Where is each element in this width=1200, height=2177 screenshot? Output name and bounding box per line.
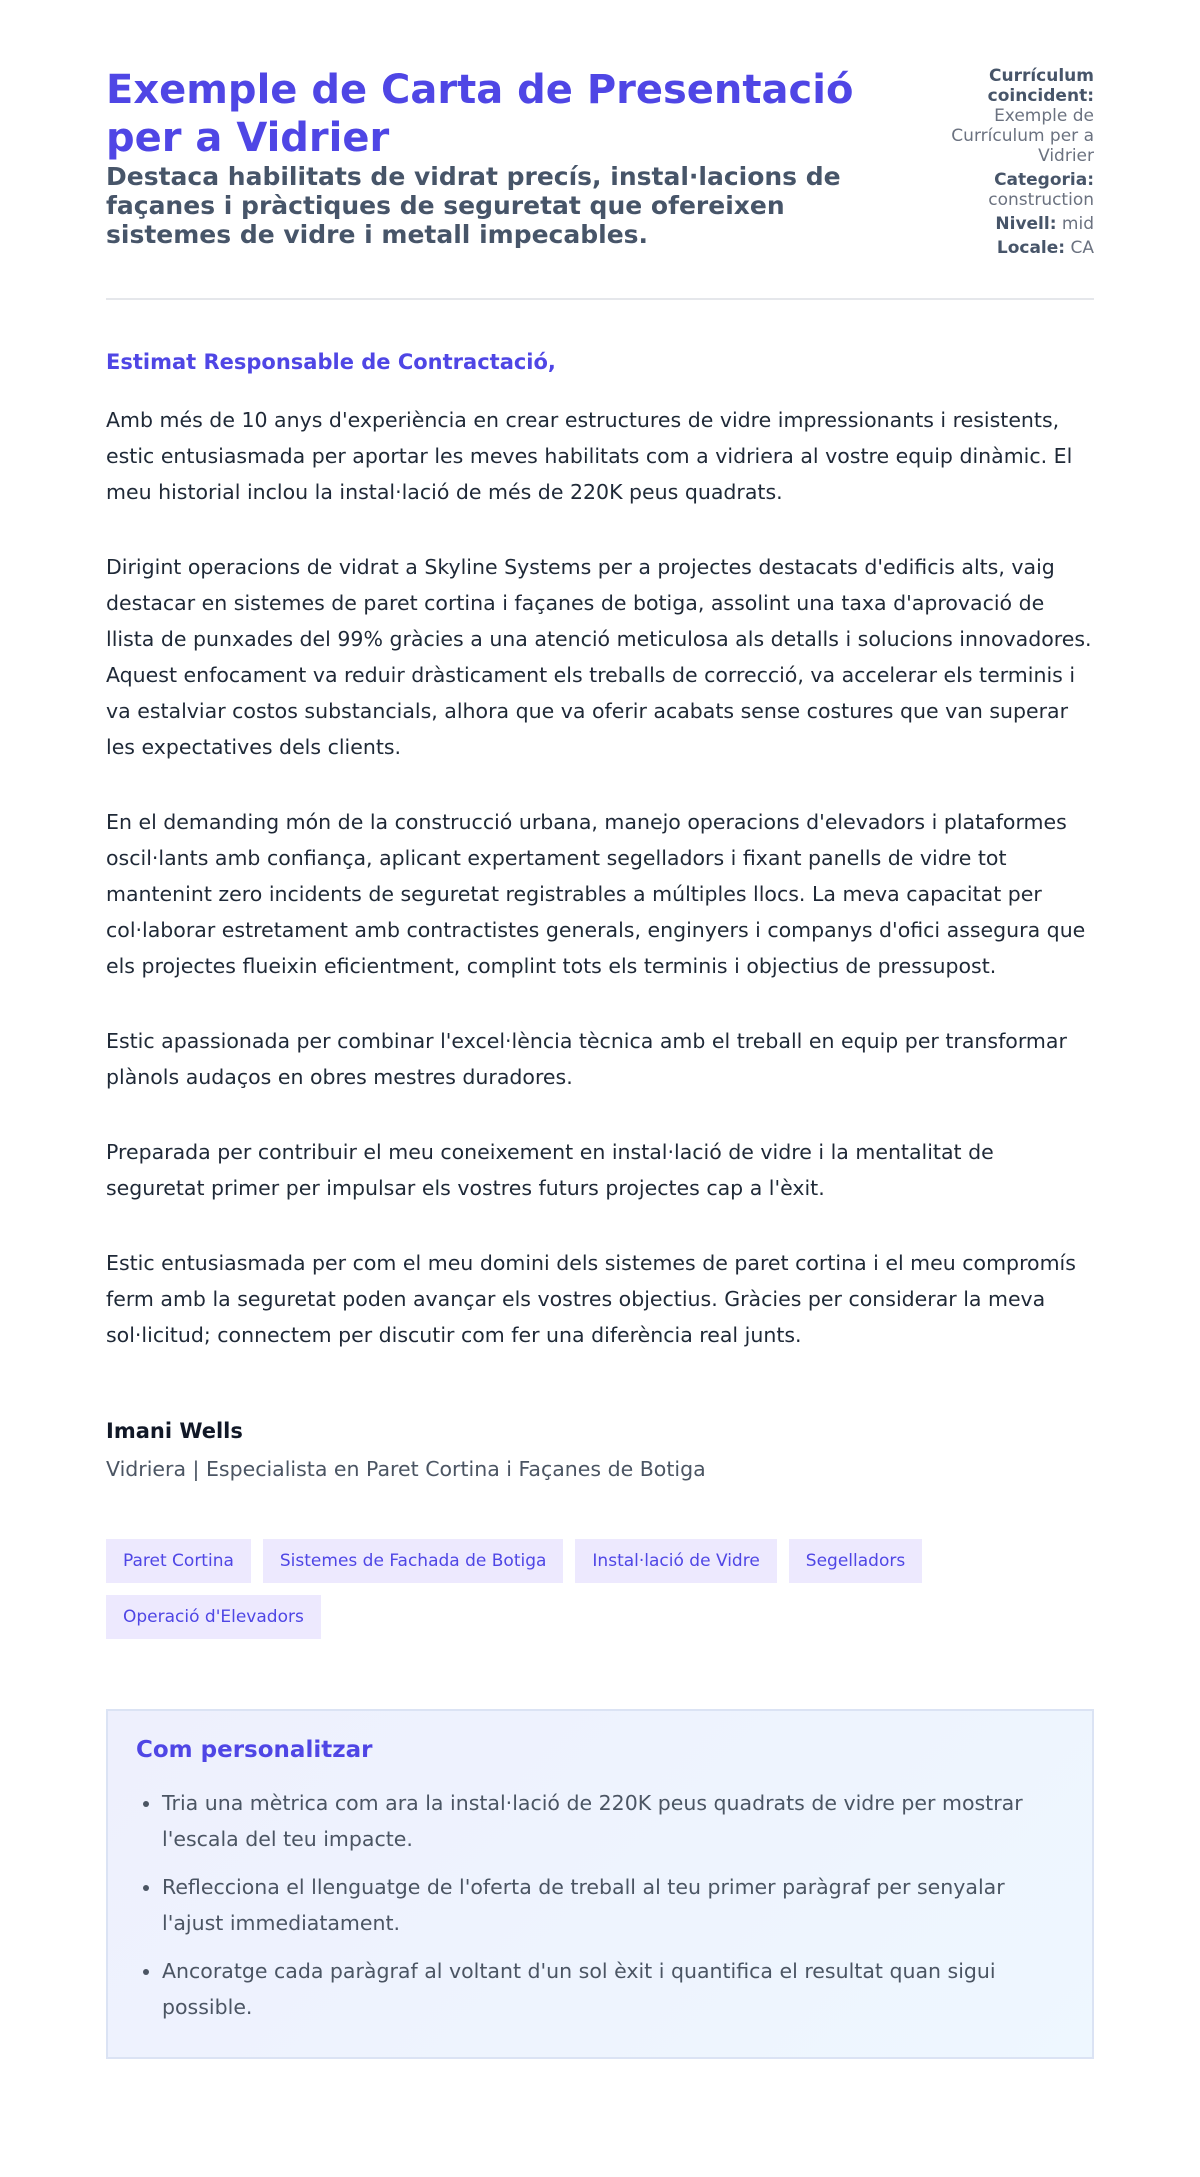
letter-paragraph: Amb més de 10 anys d'experiència en crear estructures de vidre impressionants i resistents, estic entusiasmada per aportar les meves habilitats com a vidriera al vostre equip dinàmic. El meu historial inclou la instal·lació de més de 220K peus quadrats. — [106, 408, 1073, 504]
header-titles — [106, 66, 942, 249]
letter-greeting: Estimat Responsable de Contractació, — [106, 350, 556, 374]
skill-tag: Segelladors — [789, 1539, 922, 1583]
customization-tips — [106, 1709, 1094, 2059]
skill-tags — [106, 1539, 1006, 1639]
skill-tag: Operació d'Elevadors — [106, 1595, 321, 1639]
letter-paragraph: Preparada per contribuir el meu coneixement en instal·lació de vidre i la mentalitat de seguretat primer per impulsar els vostres futurs projectes cap a l'èxit. — [106, 1140, 994, 1200]
skill-tag: Paret Cortina — [106, 1539, 251, 1583]
letter-paragraph: Estic entusiasmada per com el meu domini dels sistemes de paret cortina i el meu compromís ferm amb la seguretat poden avançar els vostres objectius. Gràcies per considerar la meva sol·licitud; connectem per discutir com fer una diferència real junts. — [106, 1251, 1076, 1347]
page-title: Exemple de Carta de Presentació per a Vidrier — [106, 67, 854, 161]
cover-letter-page — [106, 0, 1094, 2115]
letter-body — [106, 402, 1094, 1353]
tip-item: • Ancoratge cada paràgraf al voltant d'un sol èxit i quantifica el resultat quan sigui possible. — [162, 1953, 1064, 2025]
skill-tag: Sistemes de Fachada de Botiga — [263, 1539, 564, 1583]
skill-tag: Instal·lació de Vidre — [575, 1539, 776, 1583]
letter-paragraph: Dirigint operacions de vidrat a Skyline Systems per a projectes destacats d'edificis alts, vaig destacar en sistemes de paret cortina i façanes de botiga, assolint una taxa d'aprovació de llista de punxades del 99% gràcies a una atenció meticulosa als detalls i solucions innovadores. Aquest enfocament va reduir dràsticament els treballs de correcció, va accelerar els terminis i va estalviar costos substancials, alhora que va oferir acabats sense costures que van superar les expectatives dels clients. — [106, 555, 1092, 759]
letter-paragraph: Estic apassionada per combinar l'excel·lència tècnica amb el treball en equip per transformar plànols audaços en obres mestres duradores. — [106, 1029, 1067, 1089]
page-subtitle: Destaca habilitats de vidrat precís, instal·lacions de façanes i pràctiques de seguretat que ofereixen sistemes de vidre i metall impecables. — [106, 162, 841, 249]
letter-paragraph: En el demanding món de la construcció urbana, manejo operacions d'elevadors i plataformes oscil·lants amb confiança, aplicant expertament segelladors i fixant panells de vidre tot mantenint zero incidents de seguretat registrables a múltiples llocs. La meva capacitat per col·laborar estretament amb contractistes generals, enginyers i companys d'ofici assegura que els projectes flueixin eficientment, complint tots els terminis i objectius de pressupost. — [106, 810, 1086, 978]
tip-item: • Reflecciona el llenguatge de l'oferta de treball al teu primer paràgraf per senyalar l'ajust immediatament. — [162, 1869, 1064, 1941]
meta-category: Categoria: construction — [988, 170, 1094, 210]
signature-name: Imani Wells — [106, 1419, 243, 1443]
meta-matching-resume: Currículum coincident: Exemple de Currículum per a Vidrier — [951, 66, 1094, 166]
meta-level: Nivell: mid — [995, 214, 1094, 234]
signature-title: Vidriera | Especialista en Paret Cortina i Façanes de Botiga — [106, 1457, 706, 1481]
tip-item: • Tria una mètrica com ara la instal·lació de 220K peus quadrats de vidre per mostrar l'escala del teu impacte. — [162, 1785, 1064, 1857]
metadata-panel — [942, 66, 1094, 262]
meta-locale: Locale: CA — [996, 238, 1094, 258]
page-header — [106, 66, 1094, 300]
tips-list — [136, 1785, 1064, 2025]
tips-title: Com personalitzar — [136, 1737, 373, 1763]
